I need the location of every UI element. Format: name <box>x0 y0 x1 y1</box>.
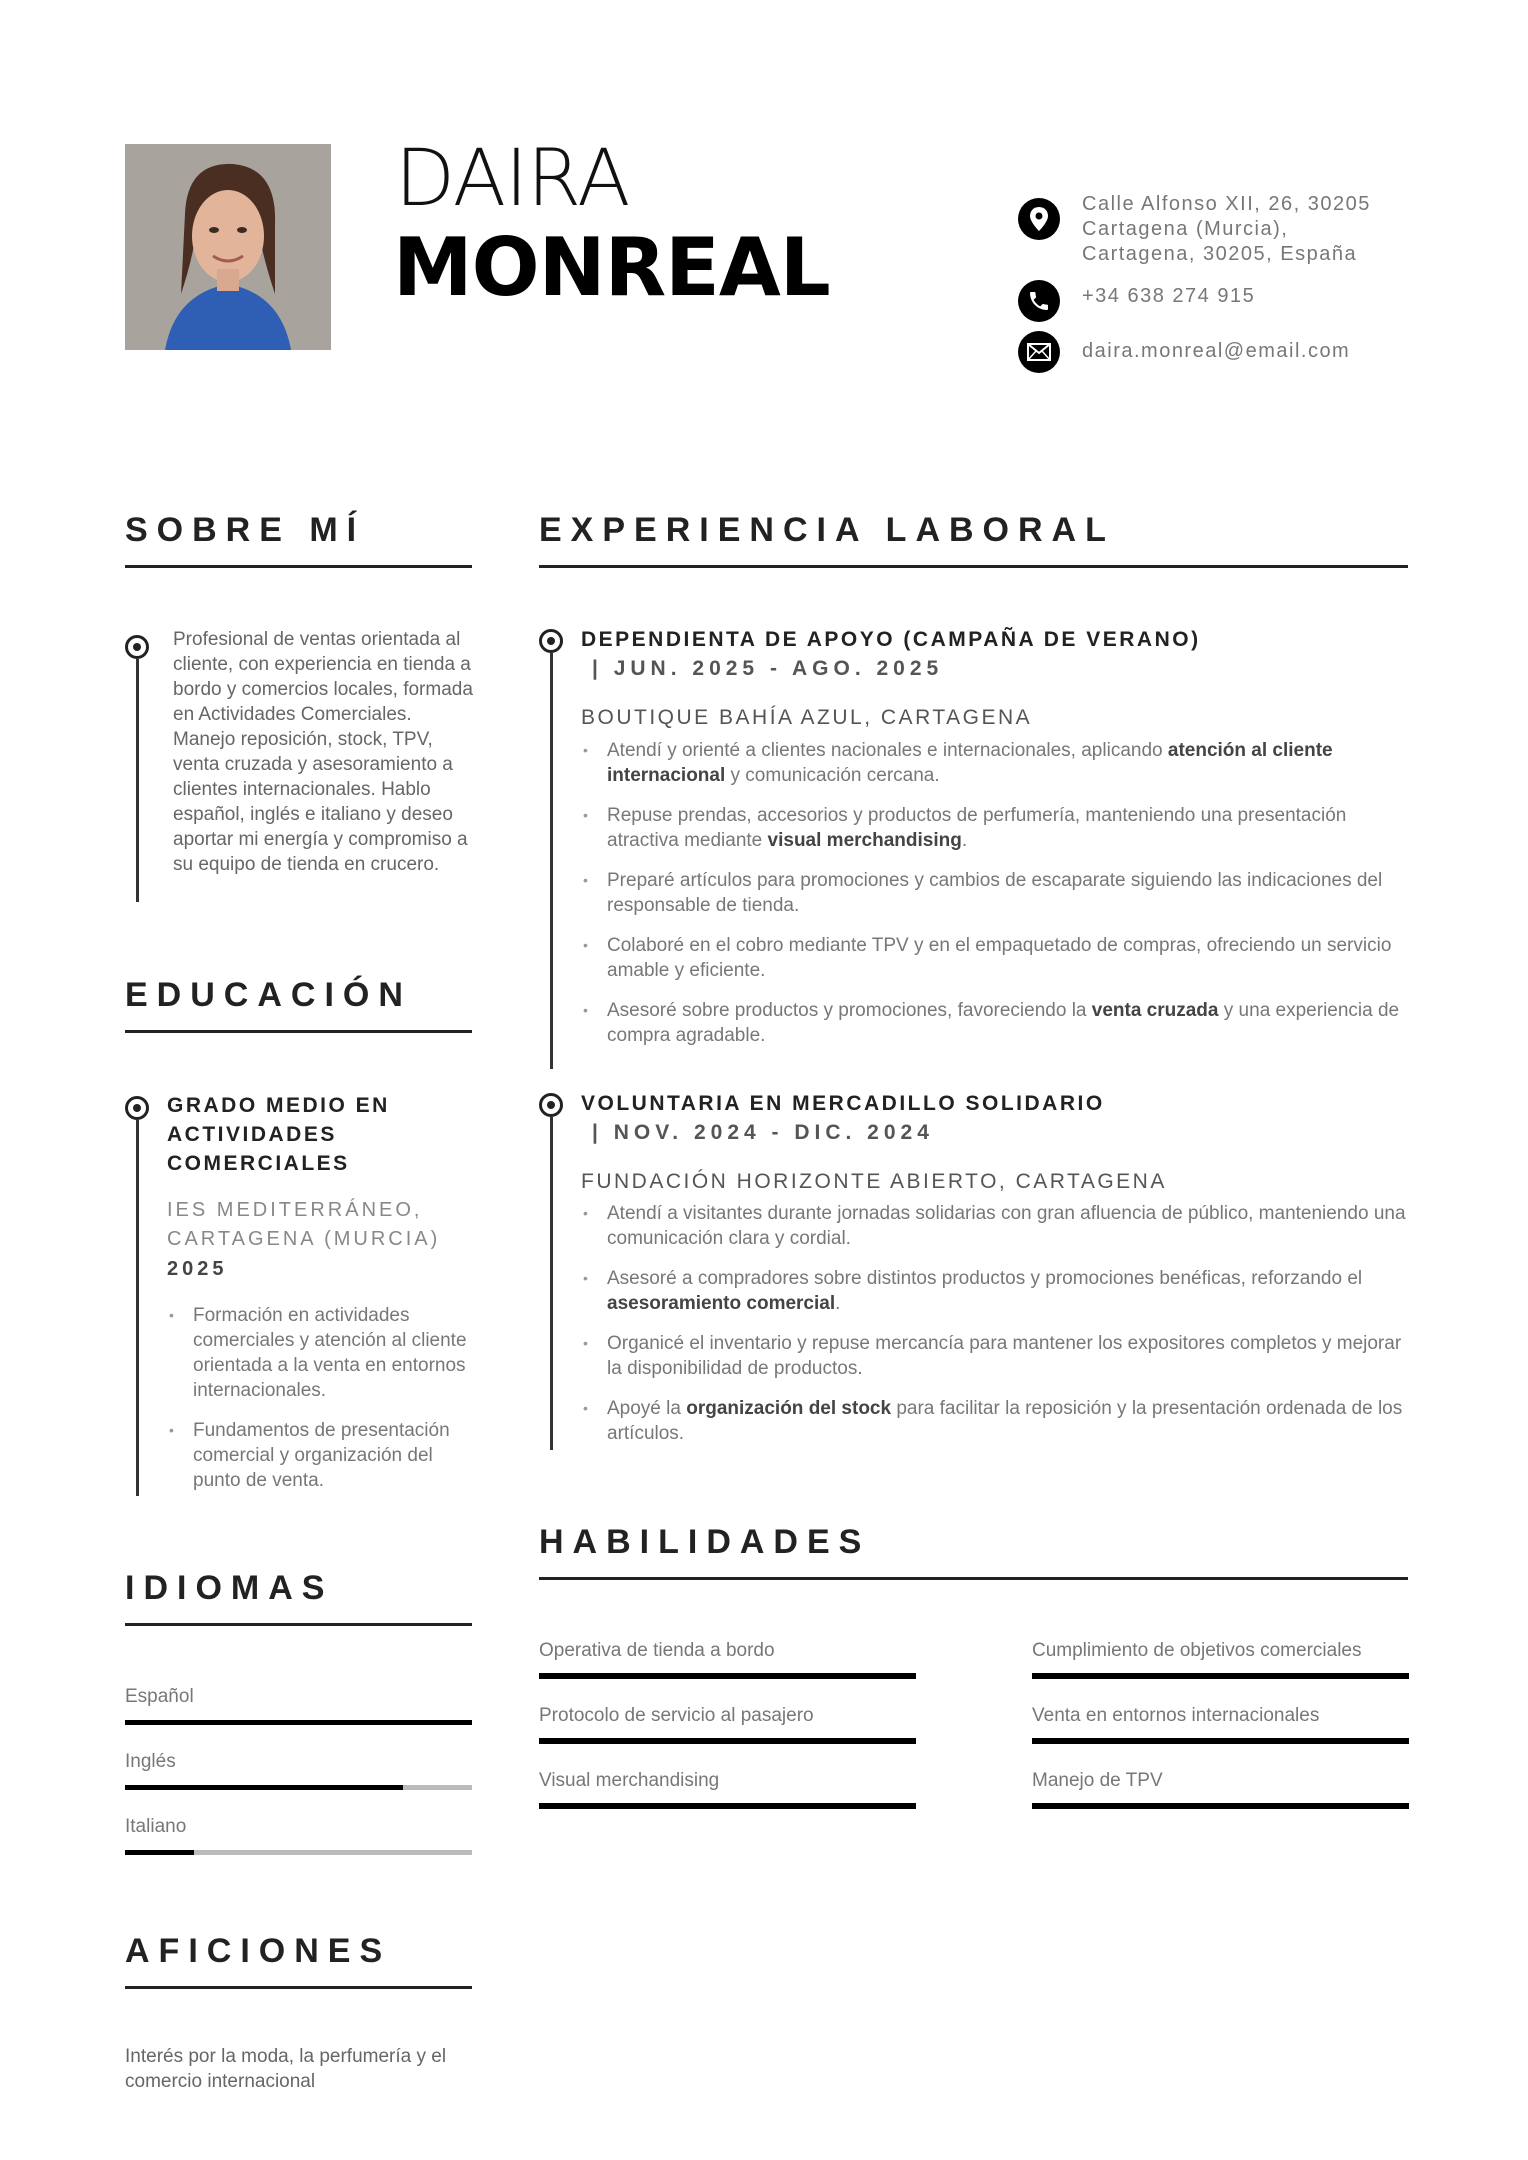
job-title: VOLUNTARIA EN MERCADILLO SOLIDARIO <box>581 1092 1105 1115</box>
skill-label: Cumplimiento de objetivos comerciales <box>1032 1640 1362 1661</box>
skill-level-bar <box>539 1738 916 1744</box>
timeline-line <box>550 1117 553 1450</box>
contact-address <box>1018 192 1371 267</box>
education-school: IES MEDITERRÁNEO, CARTAGENA (MURCIA) <box>167 1199 441 1250</box>
phone-text[interactable]: +34 638 274 915 <box>1082 285 1256 307</box>
language-label: Inglés <box>125 1751 176 1772</box>
address-text: Calle Alfonso XII, 26, 30205 Cartagena (Murcia), Cartagena, 30205, España <box>1082 193 1371 265</box>
list-item: • Atendí a visitantes durante jornadas solidarias con gran afluencia de público, manteniendo una comunicación clara y cordial. <box>581 1201 1411 1251</box>
skill-level-bar <box>539 1803 916 1809</box>
list-item: • Apoyé la organización del stock para facilitar la reposición y la presentación ordenada de los artículos. <box>581 1396 1411 1446</box>
phone-icon <box>1018 280 1060 322</box>
hobbies-text: Interés por la moda, la perfumería y el comercio internacional <box>125 2046 447 2092</box>
skills-divider <box>539 1577 1408 1580</box>
contact-phone <box>1018 280 1255 322</box>
language-level-bar <box>125 1785 472 1790</box>
experience-divider <box>539 565 1408 568</box>
list-item: • Asesoré a compradores sobre distintos productos y promociones benéficas, reforzando el asesoramiento comercial. <box>581 1266 1411 1316</box>
language-level-fill <box>125 1785 403 1790</box>
education-year: 2025 <box>167 1258 228 1280</box>
last-name: MONREAL <box>393 221 830 314</box>
location-pin-icon <box>1018 198 1060 240</box>
languages-heading: IDIOMAS <box>125 1569 334 1607</box>
about-text: Profesional de ventas orientada al cliente, con experiencia en tienda a bordo y comercios locales, formada en Actividades Comerciales. Manejo reposición, stock, TPV, venta cruzada y asesoramiento a clientes internacionales. Hablo español, inglés e italiano y deseo aportar mi energía y compromiso a su equipo de tienda en crucero. <box>173 629 473 875</box>
hobbies-heading: AFICIONES <box>125 1932 392 1970</box>
list-item: • Repuse prendas, accesorios y productos de perfumería, manteniendo una presentación atractiva mediante visual merchandising. <box>581 803 1411 853</box>
list-item: • Colaboré en el cobro mediante TPV y en el empaquetado de compras, ofreciendo un servicio amable y eficiente. <box>581 933 1411 983</box>
job-date: | JUN. 2025 - AGO. 2025 <box>592 657 944 680</box>
list-item: • Organicé el inventario y repuse mercancía para mantener los expositores completos y mejorar la disponibilidad de productos. <box>581 1331 1411 1381</box>
person-portrait-icon <box>125 144 331 350</box>
timeline-line <box>136 1120 139 1496</box>
timeline-dot-icon <box>125 1096 149 1120</box>
about-divider <box>125 565 472 568</box>
list-item: • Formación en actividades comerciales y atención al cliente orientada a la venta en entornos internacionales. <box>167 1303 477 1403</box>
language-level-bar <box>125 1720 472 1725</box>
timeline-dot-icon <box>125 635 149 659</box>
skill-label: Manejo de TPV <box>1032 1770 1163 1791</box>
job-company: BOUTIQUE BAHÍA AZUL, CARTAGENA <box>581 706 1033 729</box>
mail-icon <box>1018 331 1060 373</box>
language-label: Italiano <box>125 1816 187 1837</box>
timeline-line <box>136 659 139 902</box>
email-text[interactable]: daira.monreal@email.com <box>1082 340 1351 362</box>
list-item: • Asesoré sobre productos y promociones, favoreciendo la venta cruzada y una experiencia de compra agradable. <box>581 998 1411 1048</box>
skill-label: Visual merchandising <box>539 1770 720 1791</box>
timeline-dot-icon <box>539 629 563 653</box>
skill-level-bar <box>1032 1803 1409 1809</box>
skill-label: Protocolo de servicio al pasajero <box>539 1705 814 1726</box>
experience-heading: EXPERIENCIA LABORAL <box>539 511 1115 549</box>
skill-level-bar <box>539 1673 916 1679</box>
job-bullets <box>581 738 1411 1063</box>
list-item: • Fundamentos de presentación comercial y organización del punto de venta. <box>167 1418 477 1493</box>
job-bullets <box>581 1201 1411 1461</box>
language-level-bar <box>125 1850 472 1855</box>
hobbies-divider <box>125 1986 472 1989</box>
language-label: Español <box>125 1686 194 1707</box>
language-level-fill <box>125 1720 472 1725</box>
timeline-line <box>550 653 553 1069</box>
skill-level-bar <box>1032 1673 1409 1679</box>
job-company: FUNDACIÓN HORIZONTE ABIERTO, CARTAGENA <box>581 1170 1167 1193</box>
list-item: • Atendí y orienté a clientes nacionales e internacionales, aplicando atención al cliente internacional y comunicación cercana. <box>581 738 1411 788</box>
first-name: DAIRA <box>395 134 630 224</box>
timeline-dot-icon <box>539 1093 563 1117</box>
education-bullets <box>167 1303 477 1508</box>
about-heading: SOBRE MÍ <box>125 511 366 549</box>
skill-label: Operativa de tienda a bordo <box>539 1640 775 1661</box>
education-degree: GRADO MEDIO EN ACTIVIDADES COMERCIALES <box>167 1094 390 1175</box>
skill-level-bar <box>1032 1738 1409 1744</box>
education-heading: EDUCACIÓN <box>125 976 412 1014</box>
job-title: DEPENDIENTA DE APOYO (CAMPAÑA DE VERANO) <box>581 628 1201 651</box>
skills-heading: HABILIDADES <box>539 1523 871 1561</box>
language-level-fill <box>125 1850 194 1855</box>
skill-label: Venta en entornos internacionales <box>1032 1705 1320 1726</box>
languages-divider <box>125 1623 472 1626</box>
list-item: • Preparé artículos para promociones y cambios de escaparate siguiendo las indicaciones del responsable de tienda. <box>581 868 1411 918</box>
contact-email <box>1018 331 1350 373</box>
job-date: | NOV. 2024 - DIC. 2024 <box>592 1121 934 1144</box>
education-divider <box>125 1030 472 1033</box>
profile-photo <box>125 144 331 350</box>
